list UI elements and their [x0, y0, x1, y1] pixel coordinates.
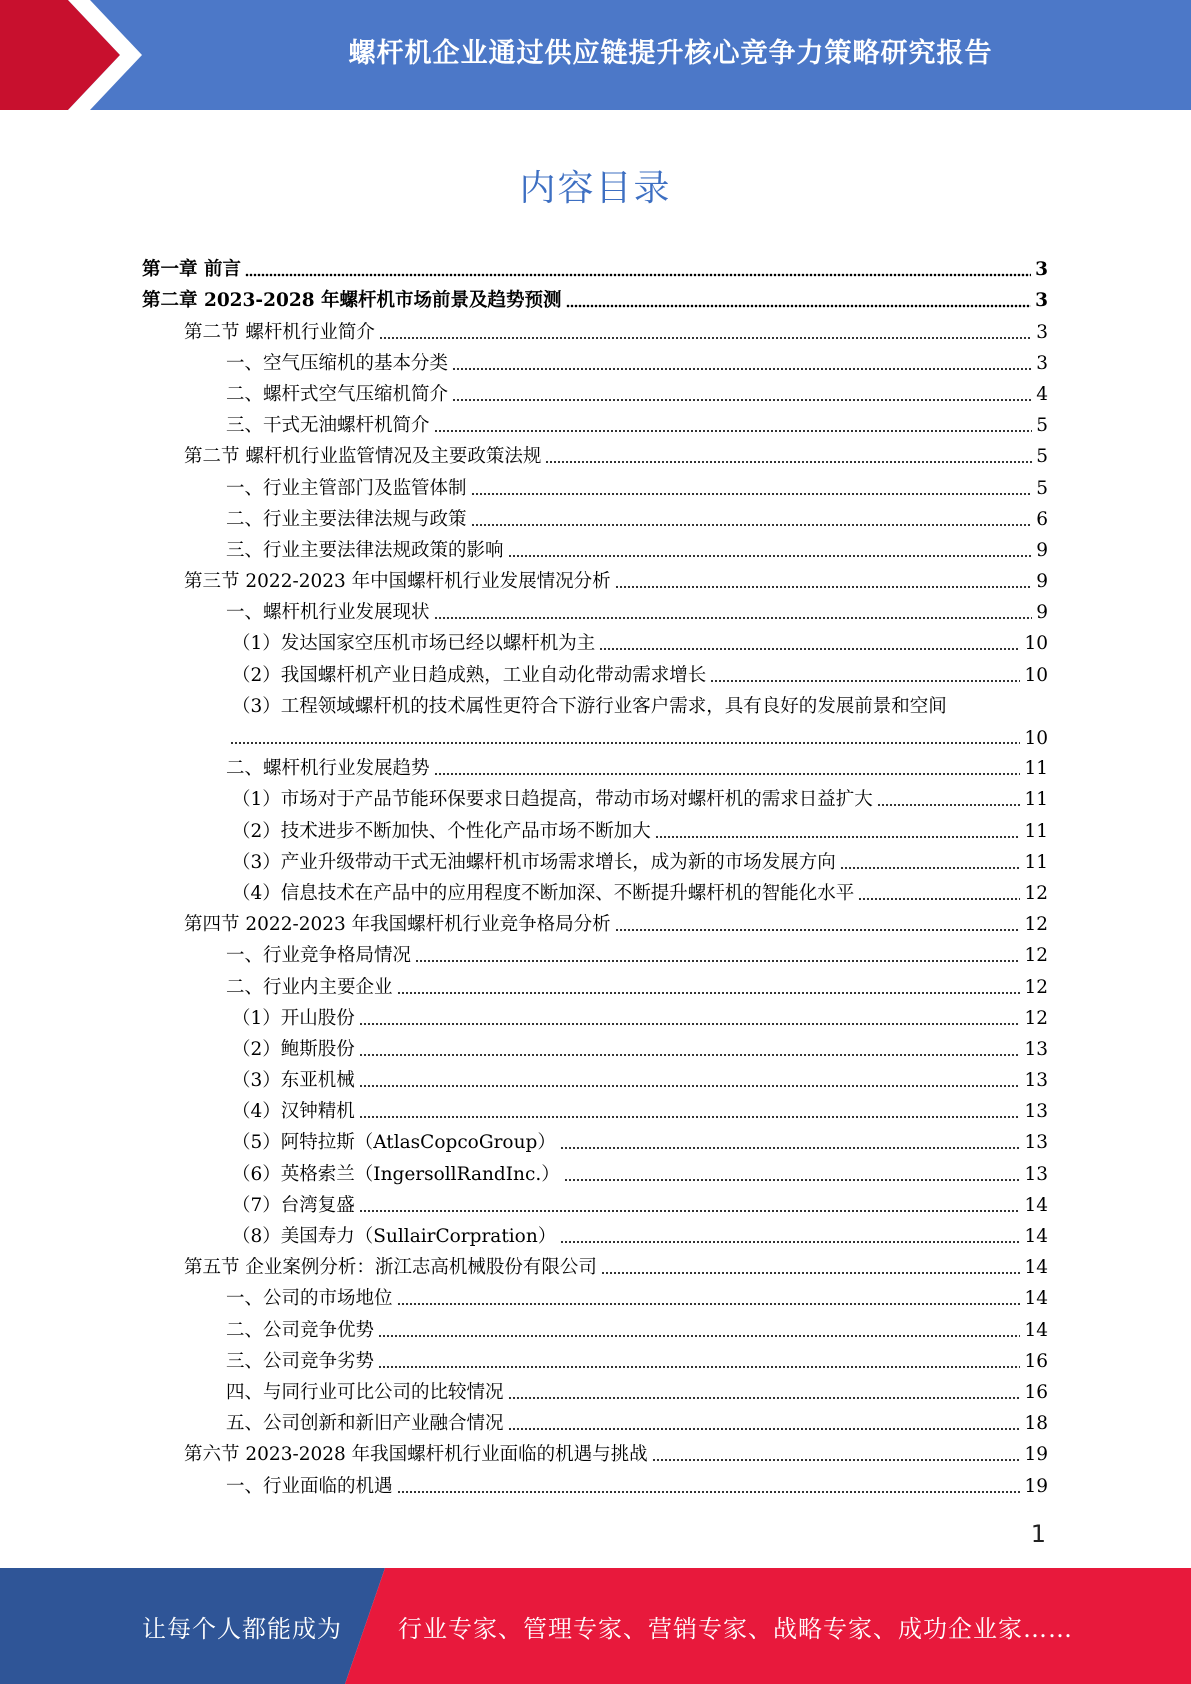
toc-dot-leader: [397, 991, 1021, 995]
table-of-contents: [142, 254, 1048, 1502]
toc-section[interactable]: [142, 909, 1048, 940]
toc-subsection[interactable]: [142, 1346, 1048, 1377]
toc-entry-text: （4）信息技术在产品中的应用程度不断加深、不断提升螺杆机的智能化水平: [232, 882, 855, 904]
toc-dot-leader: [471, 523, 1033, 527]
toc-dot-leader: [245, 273, 1031, 277]
toc-dot-leader: [434, 429, 1033, 433]
toc-subsection[interactable]: [142, 379, 1048, 410]
toc-page-number: 13: [1024, 1070, 1048, 1092]
toc-subsection[interactable]: [142, 410, 1048, 441]
toc-chapter[interactable]: [142, 285, 1048, 316]
toc-subsection[interactable]: [142, 1408, 1048, 1439]
toc-entry-text: （2）我国螺杆机产业日趋成熟，工业自动化带动需求增长: [232, 664, 707, 686]
toc-entry-text: 第一章 前言: [142, 259, 241, 281]
toc-page-number: 14: [1024, 1194, 1048, 1216]
toc-page-number: 12: [1024, 914, 1048, 936]
toc-dot-leader: [359, 1053, 1021, 1057]
toc-dot-leader: [545, 460, 1032, 464]
toc-page-number: 13: [1024, 1038, 1048, 1060]
toc-entry-text: （5）阿特拉斯（AtlasCopcoGroup）: [232, 1132, 556, 1154]
toc-entry-text: （4）汉钟精机: [232, 1101, 355, 1123]
toc-entry-wrapped[interactable]: [142, 691, 1048, 722]
toc-entry-text: （2）技术进步不断加快、个性化产品市场不断加大: [232, 820, 651, 842]
toc-dot-leader: [397, 1302, 1021, 1306]
toc-subsection[interactable]: [142, 1377, 1048, 1408]
toc-page-number: 14: [1024, 1226, 1048, 1247]
toc-page-number: 3: [1036, 321, 1048, 343]
toc-page-number: 13: [1024, 1132, 1048, 1154]
toc-entry-text: 第二章 2023-2028 年螺杆机市场前景及趋势预测: [142, 290, 562, 312]
toc-entry-text: （1）发达国家空压机市场已经以螺杆机为主: [232, 633, 596, 655]
toc-dot-leader: [452, 398, 1032, 402]
toc-section[interactable]: [142, 441, 1048, 472]
toc-dot-leader: [359, 1022, 1021, 1026]
toc-dot-leader: [359, 1209, 1021, 1213]
toc-dot-leader: [434, 772, 1021, 776]
toc-subsection[interactable]: [142, 847, 1048, 878]
toc-entry-text: 五、公司创新和新旧产业融合情况: [226, 1413, 504, 1435]
toc-entry-text: （7）台湾复盛: [232, 1194, 355, 1216]
toc-page-number: 18: [1024, 1413, 1048, 1435]
toc-dot-leader: [378, 1365, 1020, 1369]
toc-subsection[interactable]: [142, 971, 1048, 1002]
toc-page-number: 10: [1024, 633, 1048, 655]
toc-dot-leader: [471, 492, 1033, 496]
report-title: 螺杆机企业通过供应链提升核心竞争力策略研究报告: [348, 37, 993, 69]
toc-entry-text: 二、行业内主要企业: [226, 976, 393, 998]
toc-subsection[interactable]: [142, 1003, 1048, 1034]
toc-dot-leader: [508, 1396, 1021, 1400]
toc-dot-leader: [415, 959, 1020, 963]
toc-subsection[interactable]: [142, 1314, 1048, 1345]
toc-subsection[interactable]: [142, 535, 1048, 566]
footer-slogan-right: 行业专家、管理专家、营销专家、战略专家、成功企业家……: [398, 1614, 1073, 1643]
toc-page-number: 11: [1024, 820, 1048, 842]
toc-page-number: 13: [1024, 1101, 1048, 1123]
toc-subsection[interactable]: [142, 815, 1048, 846]
toc-dot-leader: [508, 554, 1033, 558]
toc-subsection[interactable]: [142, 784, 1048, 815]
toc-page-number: 19: [1024, 1475, 1048, 1497]
toc-page-number: 9: [1036, 539, 1048, 561]
toc-subsection[interactable]: [142, 1034, 1048, 1065]
toc-page-number: 14: [1024, 1319, 1048, 1341]
toc-dot-leader: [652, 1458, 1021, 1462]
toc-subsection[interactable]: [142, 628, 1048, 659]
toc-entry-text: 一、行业主管部门及监管体制: [226, 477, 467, 499]
toc-dot-leader: [599, 647, 1020, 651]
toc-entry-text: 一、行业面临的机遇: [226, 1475, 393, 1497]
toc-dot-leader: [840, 866, 1021, 870]
toc-page-number: 3: [1035, 259, 1048, 281]
toc-dot-leader: [230, 741, 1020, 745]
toc-entry-text: （1）市场对于产品节能环保要求日趋提高，带动市场对螺杆机的需求日益扩大: [232, 789, 873, 811]
toc-page-number: 11: [1024, 758, 1048, 780]
toc-entry-text: 第四节 2022-2023 年我国螺杆机行业竞争格局分析: [184, 914, 611, 936]
toc-dot-leader: [560, 1240, 1020, 1244]
toc-dot-leader: [508, 1427, 1021, 1431]
toc-subsection[interactable]: [142, 878, 1048, 909]
toc-entry-text: 四、与同行业可比公司的比较情况: [226, 1381, 504, 1403]
toc-entry-text: 第六节 2023-2028 年我国螺杆机行业面临的机遇与挑战: [184, 1444, 648, 1466]
toc-dot-leader: [655, 835, 1021, 839]
toc-dot-leader: [566, 304, 1032, 308]
toc-page-number: 14: [1024, 1257, 1048, 1279]
toc-entry-text: 二、螺杆式空气压缩机简介: [226, 383, 449, 405]
toc-subsection[interactable]: [142, 753, 1048, 784]
toc-entry-text: （3）工程领域螺杆机的技术属性更符合下游行业客户需求，具有良好的发展前景和空间: [232, 695, 947, 717]
toc-dot-leader: [378, 1334, 1020, 1338]
header-banner: [0, 0, 1191, 110]
toc-dot-leader: [379, 336, 1032, 340]
toc-dot-leader: [601, 1271, 1021, 1275]
toc-entry-text: 一、螺杆机行业发展现状: [226, 602, 430, 624]
toc-entry-text: 一、公司的市场地位: [226, 1288, 393, 1310]
toc-page-number: 12: [1024, 882, 1048, 904]
page-title: 内容目录: [519, 168, 672, 209]
toc-section[interactable]: [142, 1252, 1048, 1283]
toc-dot-leader: [564, 1178, 1021, 1182]
toc-dot-leader: [560, 1146, 1021, 1150]
toc-page-number: 11: [1024, 851, 1048, 873]
toc-dot-leader: [397, 1490, 1021, 1494]
toc-entry-text: （1）开山股份: [232, 1007, 355, 1029]
toc-subsection[interactable]: [142, 1190, 1048, 1221]
toc-subsection[interactable]: [142, 348, 1048, 379]
toc-page-number: 4: [1036, 383, 1048, 405]
toc-dot-leader: [434, 616, 1033, 620]
toc-page-number: 10: [1024, 728, 1048, 749]
toc-dot-leader: [858, 897, 1020, 901]
toc-subsection[interactable]: [142, 1096, 1048, 1127]
toc-entry-continuation[interactable]: [142, 722, 1048, 753]
toc-dot-leader: [359, 1115, 1021, 1119]
toc-entry-text: （8）美国寿力（SullairCorpration）: [232, 1226, 557, 1247]
toc-page-number: 11: [1024, 789, 1048, 811]
toc-dot-leader: [615, 928, 1021, 932]
toc-subsection[interactable]: [142, 1127, 1048, 1158]
toc-entry-text: 二、行业主要法律法规与政策: [226, 508, 467, 530]
toc-page-number: 6: [1036, 508, 1048, 530]
toc-dot-leader: [877, 803, 1021, 807]
toc-page-number: 19: [1024, 1444, 1048, 1466]
page-number: 1: [1030, 1520, 1046, 1548]
toc-dot-leader: [710, 679, 1020, 683]
toc-entry-text: （3）产业升级带动干式无油螺杆机市场需求增长，成为新的市场发展方向: [232, 851, 836, 873]
toc-subsection[interactable]: [142, 1283, 1048, 1314]
toc-page-number: 5: [1036, 477, 1048, 499]
toc-page-number: 12: [1024, 976, 1048, 998]
toc-dot-leader: [452, 367, 1032, 371]
header-arrow-logo: [0, 0, 160, 110]
toc-page-number: 13: [1024, 1163, 1048, 1185]
toc-entry-text: 一、行业竞争格局情况: [226, 945, 412, 967]
toc-entry-text: 第五节 企业案例分析：浙江志高机械股份有限公司: [184, 1257, 597, 1279]
toc-subsection[interactable]: [142, 597, 1048, 628]
toc-subsection[interactable]: [142, 1221, 1048, 1252]
toc-subsection[interactable]: [142, 504, 1048, 535]
toc-page-number: 10: [1024, 664, 1048, 686]
toc-chapter[interactable]: [142, 254, 1048, 285]
toc-entry-text: 三、干式无油螺杆机简介: [226, 415, 430, 437]
toc-entry-text: 第二节 螺杆机行业监管情况及主要政策法规: [184, 446, 542, 468]
toc-page-number: 12: [1024, 1007, 1048, 1029]
toc-entry-text: 第二节 螺杆机行业简介: [184, 321, 375, 343]
toc-page-number: 3: [1036, 352, 1048, 374]
toc-subsection[interactable]: [142, 1470, 1048, 1501]
toc-page-number: 16: [1024, 1350, 1048, 1372]
toc-subsection[interactable]: [142, 659, 1048, 690]
toc-page-number: 5: [1036, 415, 1048, 437]
toc-dot-leader: [359, 1084, 1021, 1088]
toc-entry-text: 二、公司竞争优势: [226, 1319, 375, 1341]
toc-page-number: 5: [1036, 446, 1048, 468]
toc-entry-text: （6）英格索兰（IngersollRandInc.）: [232, 1163, 560, 1185]
toc-subsection[interactable]: [142, 940, 1048, 971]
toc-page-number: 14: [1024, 1288, 1048, 1310]
toc-entry-text: 一、空气压缩机的基本分类: [226, 352, 449, 374]
toc-section[interactable]: [142, 566, 1048, 597]
toc-entry-text: （3）东亚机械: [232, 1070, 355, 1092]
toc-page-number: 9: [1036, 602, 1048, 624]
toc-subsection[interactable]: [142, 1065, 1048, 1096]
toc-section[interactable]: [142, 316, 1048, 347]
toc-page-number: 12: [1024, 945, 1048, 967]
toc-entry-text: 三、公司竞争劣势: [226, 1350, 375, 1372]
toc-page-number: 9: [1036, 571, 1048, 593]
toc-entry-text: 第三节 2022-2023 年中国螺杆机行业发展情况分析: [184, 571, 611, 593]
toc-subsection[interactable]: [142, 472, 1048, 503]
toc-dot-leader: [615, 585, 1033, 589]
footer-banner: [0, 1568, 1191, 1684]
toc-entry-text: 三、行业主要法律法规政策的影响: [226, 539, 504, 561]
toc-page-number: 16: [1024, 1381, 1048, 1403]
toc-subsection[interactable]: [142, 1158, 1048, 1189]
toc-entry-text: 二、螺杆机行业发展趋势: [226, 758, 430, 780]
toc-page-number: 3: [1035, 290, 1048, 312]
toc-section[interactable]: [142, 1439, 1048, 1470]
footer-slogan-left: 让每个人都能成为: [142, 1614, 342, 1643]
toc-entry-text: （2）鲍斯股份: [232, 1038, 355, 1060]
